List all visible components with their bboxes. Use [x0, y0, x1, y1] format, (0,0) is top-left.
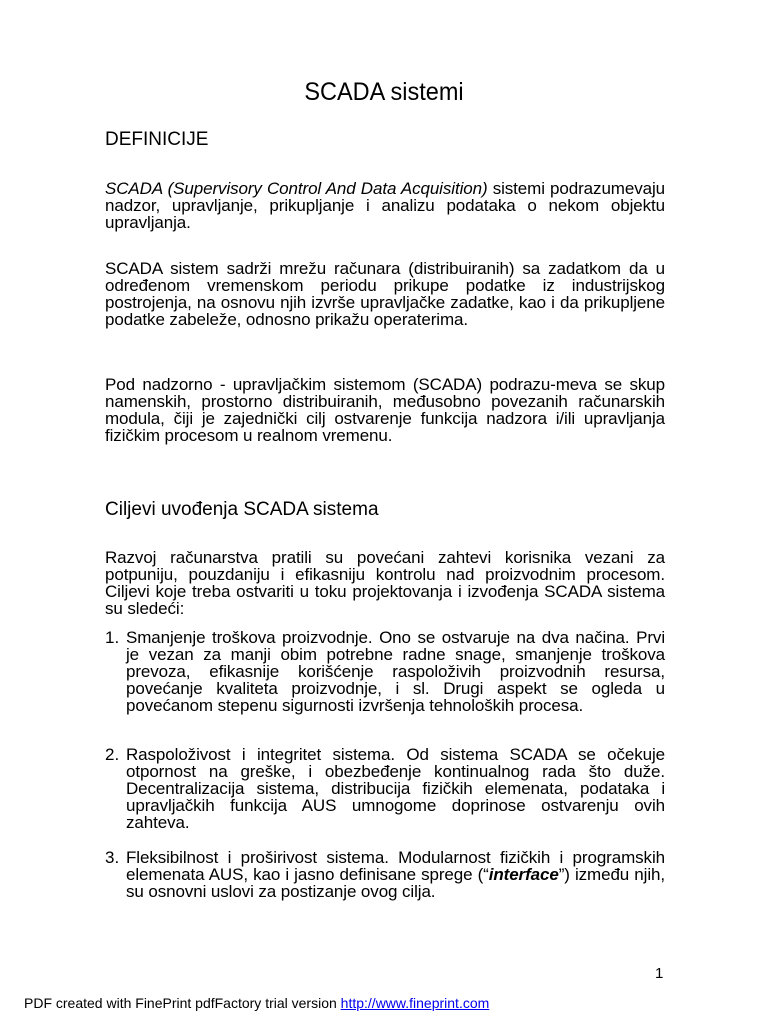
paragraph-scada-network: SCADA sistem sadrži mrežu računara (distribuiranih) sa zadatkom da u određenom vremenskom periodu prikupe podatke iz industrijskog postrojenja, na osnovu njih izvrše upravljačke zadatke, kao i da prikupljene podatke zabeleže, odnosno prikažu operaterima. [105, 259, 665, 329]
list-item-text-part: ”) između njih, su osnovni uslovi za postizanje ovog cilja. [126, 865, 665, 901]
footer-text: PDF created with FinePrint pdfFactory trial version [24, 995, 341, 1011]
list-item-text [126, 849, 665, 900]
page-title: SCADA sistemi [304, 78, 464, 106]
pdf-footer [24, 995, 489, 1011]
scada-acronym-expansion: SCADA (Supervisory Control And Data Acquisition) [105, 179, 488, 198]
list-item-number: 3. [105, 848, 120, 867]
section-heading-definitions: DEFINICIJE [105, 129, 209, 150]
footer-link[interactable]: http://www.fineprint.com [340, 995, 490, 1011]
list-item [105, 849, 665, 900]
section-heading-goals: Ciljevi uvođenja SCADA sistema [105, 499, 379, 520]
paragraph-goals-intro: Razvoj računarstva pratili su povećani zahtevi korisnika vezani za potpuniju, pouzdaniju i efikasniju kontrolu nad proizvodnim procesom. Ciljevi koje treba ostvariti u toku projektovanja i izvođenja SCADA sistema su sledeći: [105, 548, 665, 618]
page-number: 1 [655, 965, 664, 982]
list-item-number: 1. [105, 628, 120, 647]
list-item [105, 746, 665, 831]
paragraph-text: sistemi podrazumevaju nadzor, upravljanje, prikupljanje i analizu podataka o nekom objektu upravljanja. [105, 179, 665, 232]
list-item-text: Smanjenje troškova proizvodnje. Ono se ostvaruje na dva načina. Prvi je vezan za manji obim potrebne radne snage, smanjenje troškova prevoza, efikasnije korišćenje raspoloživih proizvodnih resursa, povećanje kvaliteta proizvodnje, i sl. Drugi aspekt se ogleda u povećanom stepenu sigurnosti izvršenja tehnoloških procesa. [126, 628, 665, 715]
list-item [105, 629, 665, 714]
paragraph-scada-definition [105, 180, 665, 231]
interface-term: interface [488, 865, 559, 884]
list-item-text: Raspoloživost i integritet sistema. Od sistema SCADA se očekuje otpornost na greške, i obezbeđenje kontinualnog rada što duže. Decentralizacija sistema, distribucija fizičkih elemenata, podataka i upravljačkih funkcija AUS umnogome doprinose ostvarenju ovih zahteva. [126, 745, 665, 832]
paragraph-scada-control-system: Pod nadzorno - upravljačkim sistemom (SCADA) podrazu-meva se skup namenskih, prostorno distribuiranih, međusobno povezanih računarskih modula, čiji je zajednički cilj ostvarenje funkcija nadzora i/ili upravljanja fizičkim procesom u realnom vremenu. [105, 375, 665, 445]
list-item-number: 2. [105, 745, 120, 764]
list-item-text-part: Fleksibilnost i proširivost sistema. Modularnost fizičkih i programskih elemenata AUS, kao i jasno definisane sprege (“ [126, 848, 665, 884]
